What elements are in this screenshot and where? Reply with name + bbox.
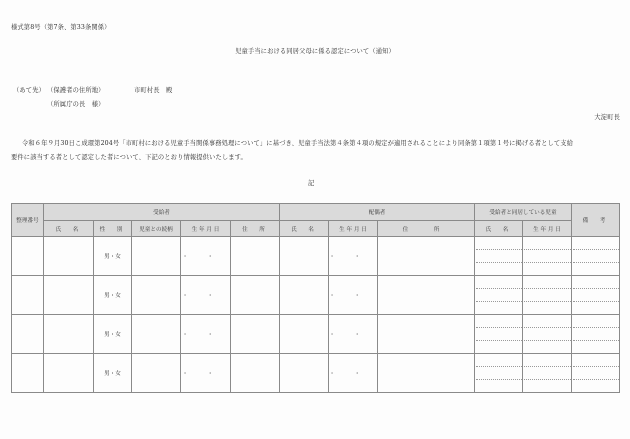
cell-spouse-dob[interactable]: ・ ・ [329,354,378,393]
header-recipient-sex: 性 別 [94,221,132,237]
cell-spouse-address[interactable] [378,237,475,276]
cell-child-dob[interactable] [523,276,572,315]
table-row [12,354,620,393]
cell-spouse-name[interactable] [280,276,329,315]
dotted-divider [524,340,571,341]
dotted-divider [476,249,522,250]
cell-seiri-bango[interactable] [12,237,44,276]
cell-spouse-dob[interactable]: ・ ・ [329,237,378,276]
cell-child-dob[interactable] [523,315,572,354]
dotted-divider [476,340,522,341]
cell-spouse-dob[interactable]: ・ ・ [329,315,378,354]
header-spouse-address: 住 所 [378,221,475,237]
table-row [12,315,620,354]
cell-recipient-relation[interactable] [132,276,181,315]
dotted-divider [573,301,619,302]
dotted-divider [573,366,619,367]
cell-recipient-relation[interactable] [132,237,181,276]
dotted-divider [476,379,522,380]
cell-child-name[interactable] [475,276,523,315]
cell-remarks[interactable] [572,276,620,315]
cell-spouse-address[interactable] [378,354,475,393]
cell-recipient-dob[interactable]: ・ ・ [181,276,231,315]
address-guardian: （保護者の住所地） [47,87,105,94]
certification-table [11,203,620,393]
dotted-divider [524,301,571,302]
dotted-divider [476,327,522,328]
dotted-divider [573,379,619,380]
header-recipient-name: 氏 名 [44,221,94,237]
cell-remarks[interactable] [572,315,620,354]
body-text-line-1: 令和６年９月30日こ成環第204号「市町村における児童手当関係事務処理について」に基づき、児童手当法第４条第４項の規定が適用されることにより同条第１項第１号に掲げる者として支給 [22,140,574,147]
dotted-divider [524,288,571,289]
cell-seiri-bango[interactable] [12,354,44,393]
dotted-divider [476,288,522,289]
cell-recipient-address[interactable] [231,315,280,354]
dotted-divider [524,249,571,250]
cell-child-name[interactable] [475,237,523,276]
cell-recipient-sex[interactable]: 男・女 [94,354,132,393]
table-row [12,237,620,276]
cell-seiri-bango[interactable] [12,276,44,315]
cell-child-name[interactable] [475,354,523,393]
cell-recipient-name[interactable] [44,276,94,315]
cell-child-name[interactable] [475,315,523,354]
cell-spouse-name[interactable] [280,315,329,354]
cell-child-dob[interactable] [523,354,572,393]
dotted-divider [573,249,619,250]
cell-remarks[interactable] [572,354,620,393]
address-agency: （所属庁の長 様） [47,101,105,108]
dotted-divider [476,366,522,367]
dotted-divider [573,288,619,289]
cell-recipient-relation[interactable] [132,354,181,393]
address-prefix: （あて先） [13,87,45,94]
document-title: 児童手当における同居父母に係る認定について（通知） [235,48,395,55]
cell-recipient-name[interactable] [44,354,94,393]
dotted-divider [573,262,619,263]
header-recipient: 受給者 [44,204,280,221]
dotted-divider [524,379,571,380]
cell-child-dob[interactable] [523,237,572,276]
cell-recipient-sex[interactable]: 男・女 [94,237,132,276]
dotted-divider [524,366,571,367]
cell-recipient-name[interactable] [44,315,94,354]
header-spouse: 配偶者 [280,204,475,221]
cell-recipient-relation[interactable] [132,315,181,354]
cell-recipient-address[interactable] [231,354,280,393]
header-child-dob: 生 年 月 日 [523,221,572,237]
cell-recipient-address[interactable] [231,276,280,315]
table-sub-header-row [12,221,620,237]
cell-spouse-dob[interactable]: ・ ・ [329,276,378,315]
cell-spouse-name[interactable] [280,354,329,393]
cell-recipient-sex[interactable]: 男・女 [94,276,132,315]
header-remarks: 備 考 [572,204,620,237]
header-cohabiting-child: 受給者と同居している児童 [475,204,572,221]
dotted-divider [573,327,619,328]
dotted-divider [524,327,571,328]
cell-recipient-dob[interactable]: ・ ・ [181,237,231,276]
dotted-divider [524,262,571,263]
address-mayor: 市町村長 殿 [134,87,173,94]
table-row [12,276,620,315]
ki-label: 記 [308,180,315,187]
dotted-divider [476,301,522,302]
header-recipient-dob: 生 年 月 日 [181,221,231,237]
issuer-name: 大淀町長 [594,114,620,121]
cell-recipient-name[interactable] [44,237,94,276]
cell-recipient-address[interactable] [231,237,280,276]
header-recipient-relation: 児童との続柄 [132,221,181,237]
form-number: 様式第8号（第7条、第33条関係） [11,24,111,31]
cell-spouse-address[interactable] [378,315,475,354]
header-spouse-name: 氏 名 [280,221,329,237]
cell-recipient-sex[interactable]: 男・女 [94,315,132,354]
cell-recipient-dob[interactable]: ・ ・ [181,315,231,354]
cell-spouse-address[interactable] [378,276,475,315]
header-child-name: 氏 名 [475,221,523,237]
cell-recipient-dob[interactable]: ・ ・ [181,354,231,393]
header-seiri-bango: 整理番号 [12,204,44,237]
body-text-line-2: 要件に該当する者として認定した者について、下記のとおり情報提供いたします。 [11,154,247,161]
table-group-header-row [12,204,620,221]
dotted-divider [573,340,619,341]
cell-seiri-bango[interactable] [12,315,44,354]
header-spouse-dob: 生 年 月 日 [329,221,378,237]
cell-spouse-name[interactable] [280,237,329,276]
header-recipient-address: 住 所 [231,221,280,237]
cell-remarks[interactable] [572,237,620,276]
dotted-divider [476,262,522,263]
